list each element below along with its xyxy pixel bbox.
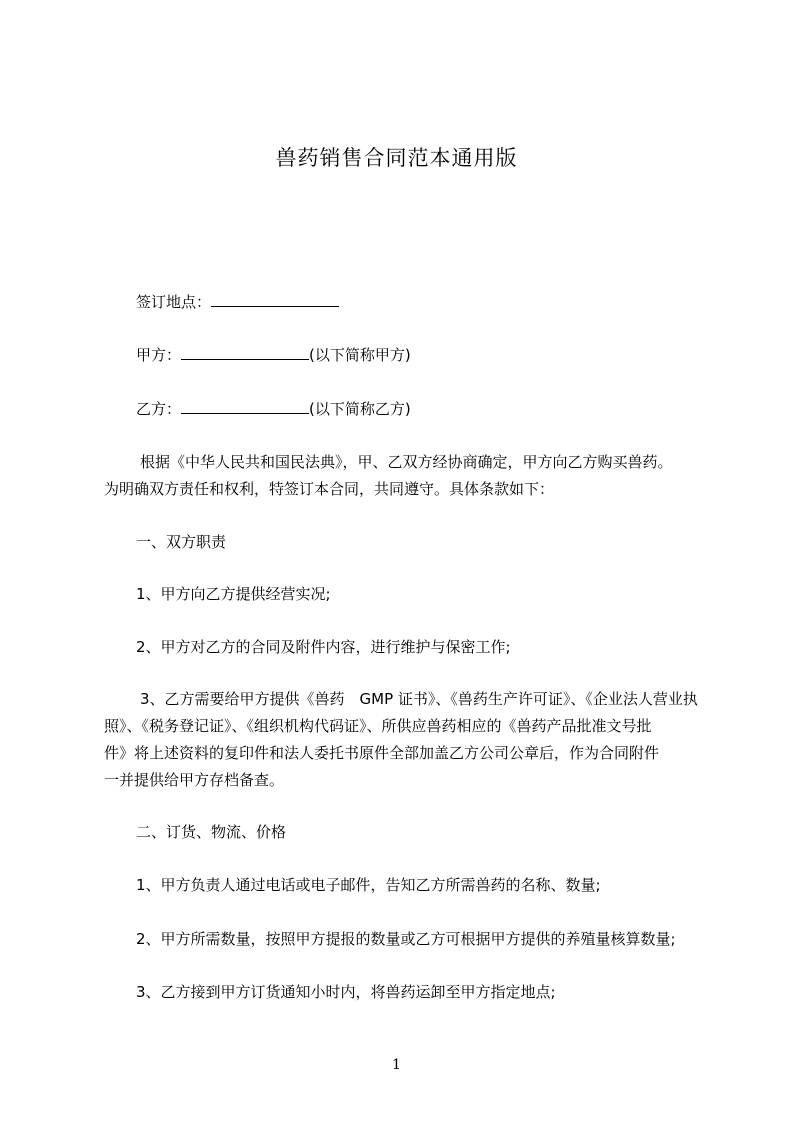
page-number: 1 xyxy=(392,1057,401,1073)
party-b-blank xyxy=(181,400,309,414)
intro-line-1: 根据《中华人民共和国民法典》，甲、乙双方经协商确定，甲方向乙方购买兽药。 xyxy=(140,453,673,471)
section-1-item-1: 1、甲方向乙方提供经营实况; xyxy=(136,585,331,603)
section-1-item-3-line-2: 照》、《税务登记证》、《组织机构代码证》、所供应兽药相应的《兽药产品批准文号批 xyxy=(104,717,652,735)
party-a-line xyxy=(136,346,411,363)
document-title: 兽药销售合同范本通用版 xyxy=(275,146,518,170)
section-2-item-1: 1、甲方负责人通过电话或电子邮件，告知乙方所需兽药的名称、数量; xyxy=(136,876,601,894)
section-1-item-2: 2、甲方对乙方的合同及附件内容，进行维护与保密工作; xyxy=(136,638,511,656)
section-2-item-2: 2、甲方所需数量，按照甲方提报的数量或乙方可根据甲方提供的养殖量核算数量; xyxy=(136,930,676,948)
sign-place-blank xyxy=(211,293,339,307)
section-1-item-3-line-4: 一并提供给甲方存档备查。 xyxy=(104,771,285,789)
sign-place-line xyxy=(136,293,339,310)
section-1-item-3-line-1: 3、乙方需要给甲方提供《兽药 GMP 证书》、《兽药生产许可证》、《企业法人营业执 xyxy=(140,690,698,708)
party-a-suffix: (以下简称甲方) xyxy=(309,346,411,364)
section-1-item-3-line-3: 件》将上述资料的复印件和法人委托书原件全部加盖乙方公司公章后，作为合同附件 xyxy=(104,744,660,762)
party-b-suffix: (以下简称乙方) xyxy=(309,400,411,418)
party-a-blank xyxy=(181,346,309,360)
sign-place-label: 签订地点： xyxy=(136,293,212,311)
intro-line-2: 为明确双方责任和权利，特签订本合同，共同遵守。具体条款如下： xyxy=(104,480,555,498)
party-b-line xyxy=(136,400,411,417)
party-a-label: 甲方： xyxy=(136,346,182,364)
section-2-item-3: 3、乙方接到甲方订货通知小时内，将兽药运卸至甲方指定地点; xyxy=(136,983,556,1001)
section-1-heading: 一、双方职责 xyxy=(136,533,227,551)
section-2-heading: 二、订货、物流、价格 xyxy=(136,823,287,841)
party-b-label: 乙方： xyxy=(136,400,182,418)
